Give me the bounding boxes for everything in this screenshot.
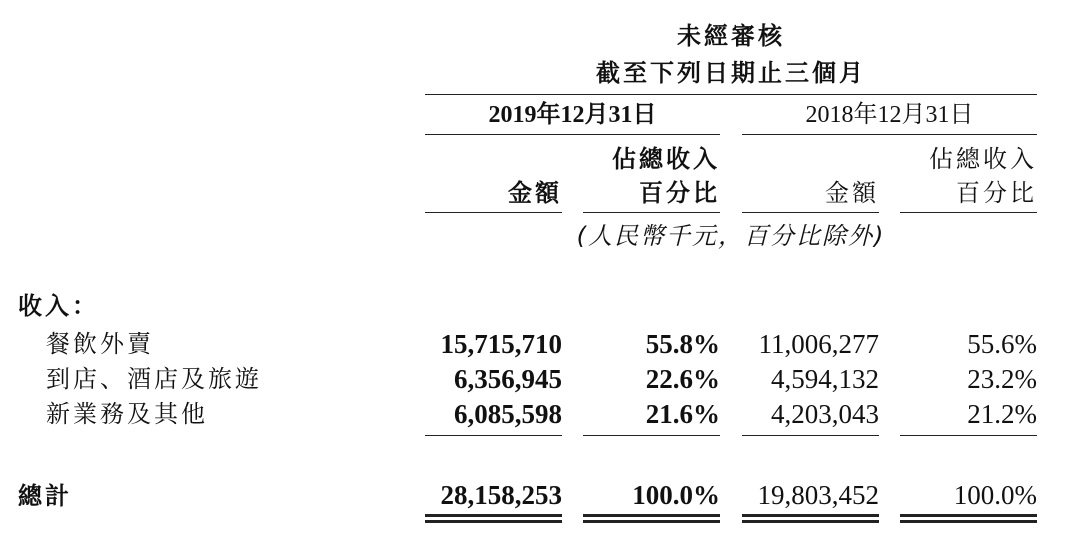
pct-label-2019-line2: 百分比 (639, 179, 720, 207)
col-2019-rule (425, 134, 720, 135)
total-double-rule-4a (900, 514, 1037, 517)
col-header-2018: 2018年12月31日 (805, 102, 974, 128)
total-label: 總計 (18, 482, 72, 510)
percent-2019: 21.6% (645, 399, 720, 429)
total-double-rule-2b (583, 520, 720, 523)
total-percent-2018: 100.0% (953, 480, 1037, 510)
col-header-2019: 2019年12月31日 (488, 102, 657, 128)
subhead-rule-3 (742, 212, 879, 213)
amount-2018: 4,203,043 (771, 399, 879, 429)
total-double-rule-1b (425, 520, 562, 523)
units-note: (人民幣千元，百分比除外) (576, 222, 886, 250)
period-heading: 截至下列日期止三個月 (596, 59, 866, 87)
percent-2018: 21.2% (967, 399, 1037, 429)
row-label: 餐飲外賣 (46, 330, 154, 358)
percent-2018: 23.2% (967, 364, 1037, 394)
total-double-rule-1a (425, 514, 562, 517)
subhead-rule-2 (583, 212, 720, 213)
subhead-rule-1 (425, 212, 562, 213)
amount-2018: 11,006,277 (758, 329, 879, 359)
percent-2019: 55.8% (645, 329, 720, 359)
total-amount-2019: 28,158,253 (440, 480, 562, 510)
total-percent-2019: 100.0% (632, 480, 720, 510)
col-2018-rule (742, 134, 1037, 135)
percent-2019: 22.6% (645, 364, 720, 394)
pct-label-2018-line2: 百分比 (956, 179, 1037, 207)
amount-2019: 6,085,598 (454, 399, 562, 429)
amount-2018: 4,594,132 (771, 364, 879, 394)
percent-2018: 55.6% (967, 329, 1037, 359)
subtotal-rule-3 (742, 435, 879, 436)
header-rule (425, 94, 1037, 95)
subtotal-rule-2 (583, 435, 720, 436)
revenue-label: 收入： (18, 292, 99, 320)
subhead-rule-4 (900, 212, 1037, 213)
status-heading: 未經審核 (677, 22, 785, 50)
pct-label-2019-line1: 佔總收入 (612, 145, 720, 173)
amount-label-2018: 金額 (825, 179, 879, 207)
total-double-rule-2a (583, 514, 720, 517)
subtotal-rule-4 (900, 435, 1037, 436)
total-double-rule-3b (742, 520, 879, 523)
pct-label-2018-line1: 佔總收入 (929, 145, 1037, 173)
total-double-rule-4b (900, 520, 1037, 523)
amount-label-2019: 金額 (508, 179, 562, 207)
row-label: 到店、酒店及旅遊 (46, 365, 262, 393)
total-double-rule-3a (742, 514, 879, 517)
total-amount-2018: 19,803,452 (757, 480, 879, 510)
row-label: 新業務及其他 (46, 400, 208, 428)
amount-2019: 6,356,945 (454, 364, 562, 394)
amount-2019: 15,715,710 (440, 329, 562, 359)
subtotal-rule-1 (425, 435, 562, 436)
